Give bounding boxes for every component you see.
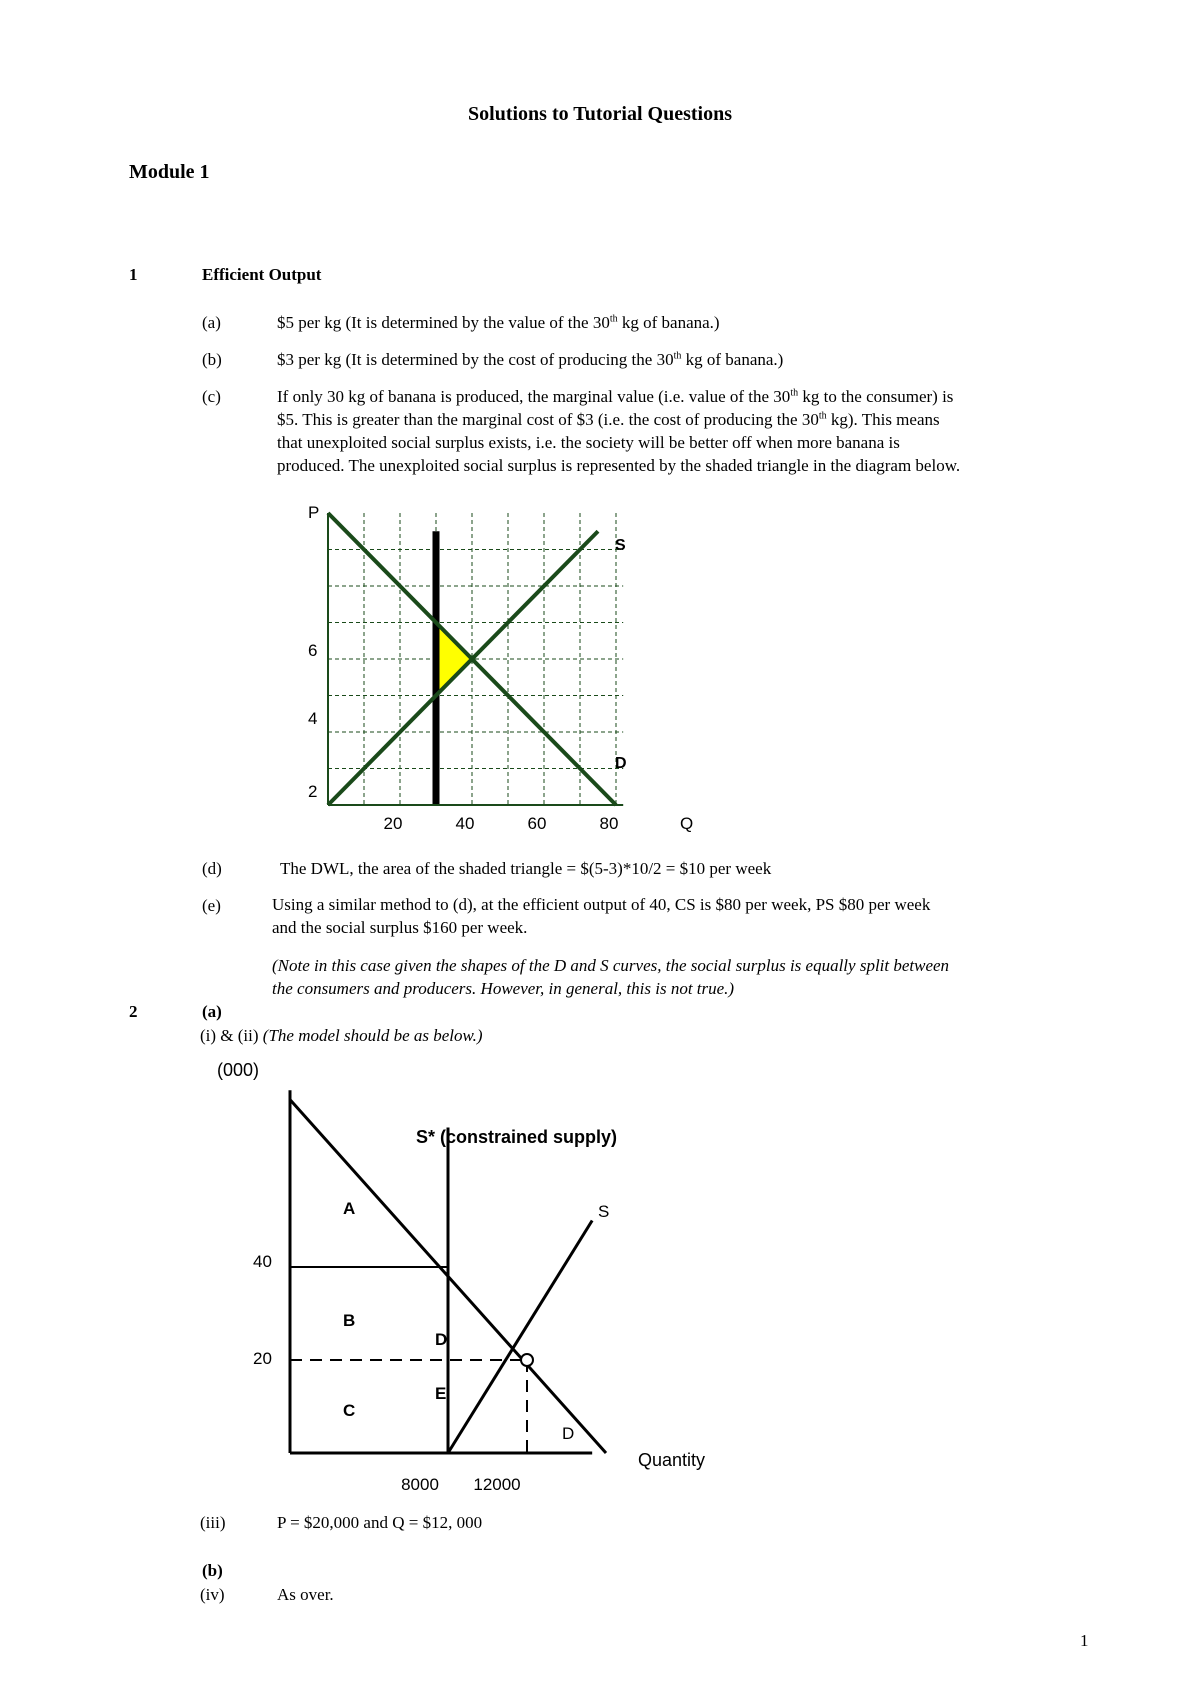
q1-c-paragraph (277, 385, 1097, 477)
supply-line (328, 531, 598, 805)
q1-e-label: (e) (202, 896, 221, 915)
page-number: 1 (1080, 1631, 1089, 1650)
q1-e-line-1: Using a similar method to (d), at the efficient output of 40, CS is $80 per week, PS $80 per week (272, 895, 931, 914)
q1-e-note-line-1: (Note in this case given the shapes of the D and S curves, the social surplus is equally split between (272, 956, 950, 975)
efficient-output-chart (290, 495, 710, 840)
dwl-shaded-triangle (436, 623, 472, 696)
question-2-number: 2 (129, 1002, 138, 1021)
q2-i-ii-line: (i) & (ii) (The model should be as below.) (200, 1026, 483, 1045)
chart1-x-tick-40: 40 (455, 814, 475, 833)
chart1-x-axis-label: Q (680, 814, 694, 833)
chart2-demand-label: D (562, 1424, 575, 1443)
chart1-supply-label: S (615, 537, 626, 554)
area-a-label: A (343, 1199, 356, 1218)
chart2-y-tick-20: 20 (253, 1349, 272, 1368)
area-d-label: D (435, 1330, 448, 1349)
chart1-y-axis-label: P (308, 503, 320, 522)
chart1-x-tick-20: 20 (383, 814, 403, 833)
chart2-x-tick-12000: 12000 (473, 1475, 521, 1494)
q1-b-text: $3 per kg (It is determined by the cost of producing the 30th kg of banana.) (277, 350, 784, 369)
q2-iii-text: P = $20,000 and Q = $12, 000 (277, 1513, 483, 1532)
q1-e-note (272, 954, 1092, 1000)
q2-iii-label: (iii) (200, 1513, 226, 1532)
q2-a-label: (a) (202, 1002, 222, 1021)
chart2-supply-label: S (598, 1202, 610, 1221)
q2-b-label: (b) (202, 1561, 223, 1580)
question-1-heading: Efficient Output (202, 265, 322, 284)
q1-a-label: (a) (202, 313, 221, 332)
q2-iv-label: (iv) (200, 1585, 225, 1604)
chart1-y-tick-6: 6 (308, 641, 318, 660)
area-b-label: B (343, 1311, 356, 1330)
q1-b-label: (b) (202, 350, 222, 369)
question-1-number: 1 (129, 265, 138, 284)
page-title: Solutions to Tutorial Questions (468, 103, 732, 125)
equilibrium-point (521, 1354, 533, 1366)
q1-e-note-line-2: the consumers and producers. However, in general, this is not true.) (272, 979, 735, 998)
chart2-y-axis-label-unit: (000) (217, 1060, 260, 1080)
chart2-y-tick-40: 40 (253, 1252, 272, 1271)
q1-d-text: The DWL, the area of the shaded triangle = $(5-3)*10/2 = $10 per week (280, 859, 772, 878)
module-heading: Module 1 (129, 161, 210, 183)
q1-c-line-2: $5. This is greater than the marginal cost of $3 (i.e. the cost of producing the 30th kg). This means (277, 410, 940, 429)
constrained-supply-chart (200, 1060, 740, 1500)
q1-d-label: (d) (202, 859, 222, 878)
area-c-label: C (343, 1401, 356, 1420)
chart1-y-tick-2: 2 (308, 782, 318, 801)
area-e-label: E (435, 1384, 447, 1403)
chart1-demand-label: D (615, 755, 627, 772)
chart1-x-tick-60: 60 (527, 814, 547, 833)
q1-a-text: $5 per kg (It is determined by the value of the 30th kg of banana.) (277, 313, 720, 332)
chart1-x-tick-80: 80 (599, 814, 619, 833)
q1-e-paragraph (272, 893, 1092, 939)
q1-c-line-1: If only 30 kg of banana is produced, the marginal value (i.e. value of the 30th kg to the consumer) is (277, 387, 954, 406)
constrained-supply-label: S* (constrained supply) (416, 1127, 618, 1147)
q1-c-line-4: produced. The unexploited social surplus is represented by the shaded triangle in the diagram below. (277, 456, 961, 475)
q2-iv-text: As over. (277, 1585, 334, 1604)
q1-c-line-3: that unexploited social surplus exists, i.e. the society will be better off when more banana is (277, 433, 900, 452)
supply-line (448, 1221, 592, 1454)
chart1-y-tick-4: 4 (308, 709, 318, 728)
chart2-x-tick-8000: 8000 (401, 1475, 439, 1494)
q1-c-label: (c) (202, 387, 221, 406)
chart2-x-axis-label: Quantity (638, 1450, 706, 1470)
q1-e-line-2: and the social surplus $160 per week. (272, 918, 528, 937)
